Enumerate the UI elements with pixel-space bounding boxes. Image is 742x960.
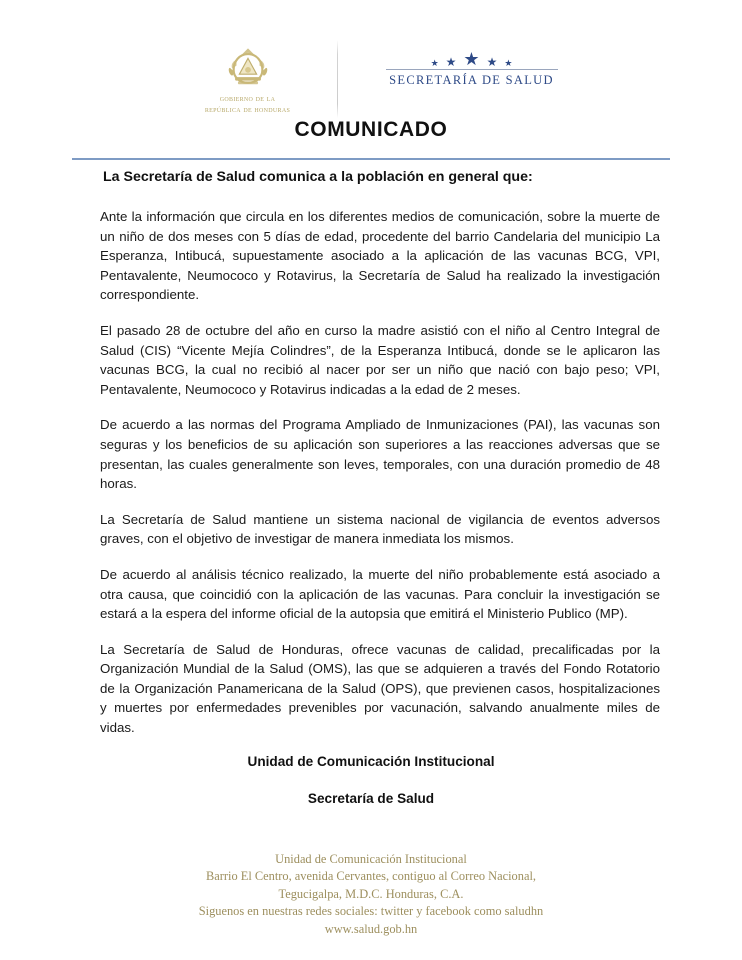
honduras-coat-of-arms-icon [225, 44, 271, 90]
signature-unit: Unidad de Comunicación Institucional [247, 753, 495, 769]
lead-statement: La Secretaría de Salud comunica a la población en general que: [103, 169, 533, 185]
star-icon-3: ★ [463, 49, 480, 69]
body-paragraph: De acuerdo al análisis técnico realizado, la muerte del niño probablemente está asociado a otra causa, que coincidió con la aplicación de las vacunas. Para concluir la investigación se estará a la espera del informe oficial de la autopsia que emitirá el Ministerio Publico (MP). [100, 566, 660, 622]
health-ministry-name: SECRETARÍA DE SALUD [389, 73, 554, 87]
footer-social: Siguenos en nuestras redes sociales: twitter y facebook como saludhn [198, 904, 544, 918]
body-paragraph: De acuerdo a las normas del Programa Ampliado de Inmunizaciones (PAI), las vacunas son seguras y los beneficios de su aplicación son superiores a las reacciones adversas que se presentan, las cuales generalmente son leves, temporales, con una duración promedio de 48 horas. [100, 417, 660, 492]
star-icon-2: ★ [445, 55, 457, 69]
star-icon-5: ★ [504, 58, 513, 68]
document-header [0, 0, 742, 114]
government-logo-text [205, 93, 290, 114]
footer-unit: Unidad de Comunicación Institucional [275, 851, 467, 866]
government-logo [173, 44, 337, 114]
body-paragraph: La Secretaría de Salud mantiene un sistema nacional de vigilancia de eventos adversos graves, con el objetivo de investigar de manera inmediata los mismos. [100, 511, 660, 547]
government-logo-line2: república de honduras [204, 103, 291, 114]
health-ministry-logo-rule [386, 69, 558, 70]
five-stars-icon [430, 49, 513, 69]
star-icon-1: ★ [430, 58, 439, 68]
footer-address-line1: Barrio El Centro, avenida Cervantes, contiguo al Correo Nacional, [206, 869, 536, 883]
government-logo-line1: gobierno de la [219, 93, 276, 103]
title-divider [72, 158, 670, 160]
document-footer [0, 851, 742, 939]
signature-entity: Secretaría de Salud [307, 790, 435, 806]
star-icon-4: ★ [486, 55, 498, 69]
document-body [100, 207, 660, 738]
page-title: COMUNICADO [294, 118, 448, 141]
health-ministry-logo [338, 44, 570, 88]
body-paragraph: La Secretaría de Salud de Honduras, ofrece vacunas de calidad, precalificadas por la Organización Mundial de la Salud (OMS), las que se adquieren a través del Fondo Rotatorio de la Organización Panamericana de la Salud (OPS), que previenen casos, hospitalizaciones y muertes por enfermedades prevenibles por vacunación, salvando anualmente miles de vidas. [100, 641, 660, 736]
body-paragraph: El pasado 28 de octubre del año en curso la madre asistió con el niño al Centro Integral de Salud (CIS) “Vicente Mejía Colindres”, de la Esperanza Intibucá, donde se le aplicaron las vacunas BCG, la cual no recibió al nacer por ser un niño que nació con bajo peso; VPI, Pentavalente, Neumococo y Rotavirus indicadas a la edad de 2 meses. [100, 322, 660, 397]
footer-website: www.salud.gob.hn [324, 921, 418, 936]
signature-block [0, 754, 742, 806]
body-paragraph: Ante la información que circula en los diferentes medios de comunicación, sobre la muerte de un niño de dos meses con 5 días de edad, procedente del barrio Candelaria del municipio La Esperanza, Intibucá, supuestamente asociado a la aplicación de las vacunas BCG, VPI, Pentavalente, Neumococo y Rotavirus, la Secretaría de Salud ha realizado la investigación correspondiente. [100, 209, 660, 303]
footer-address-line2: Tegucigalpa, M.D.C. Honduras, C.A. [278, 886, 464, 901]
